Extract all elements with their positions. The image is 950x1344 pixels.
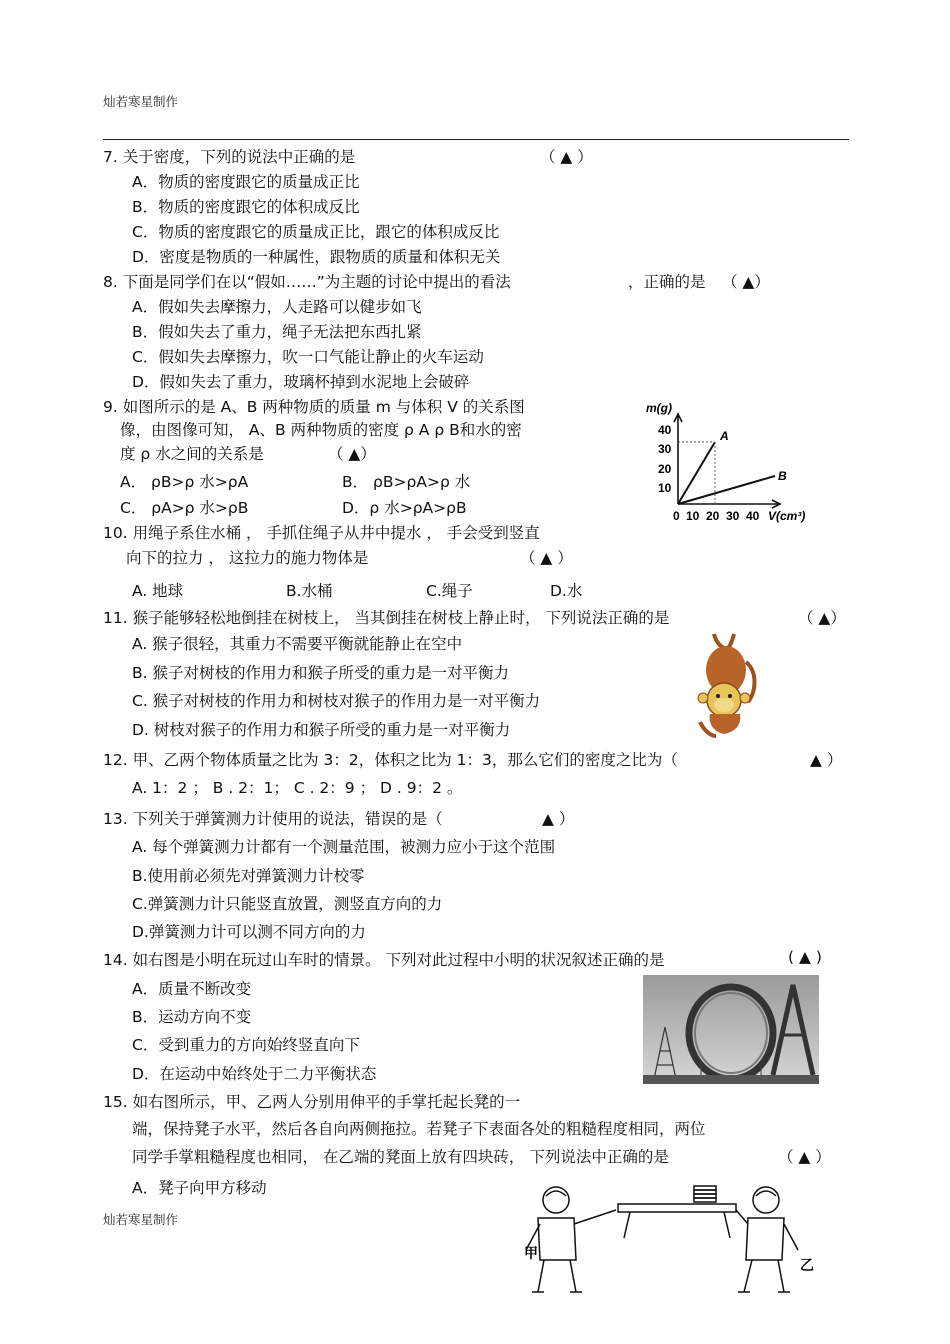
graph-xlabel: V(cm³) — [768, 509, 806, 523]
q9-option-c: C． ρA>ρ 水>ρB — [120, 499, 249, 517]
q10-option-b: B.水桶 — [286, 582, 333, 600]
graph-ylabel: m(g) — [646, 401, 672, 415]
person-jia-label: 甲 — [524, 1245, 538, 1261]
q11-option-a: A. 猴子很轻，其重力不需要平衡就能静止在空中 — [132, 635, 463, 653]
q15-option-a: A．凳子向甲方移动 — [132, 1179, 267, 1197]
q11-answer-mark: （ ▲） — [798, 609, 846, 627]
q12-options: A. 1：2 ； B . 2：1； C . 2：9 ； D . 9：2 。 — [132, 779, 463, 797]
q8-stem: 8. 下面是同学们在以“假如……”为主题的讨论中提出的看法 — [103, 273, 511, 291]
q10-option-d: D.水 — [550, 582, 583, 600]
q12-stem: 12. 甲、乙两个物体质量之比为 3：2，体积之比为 1：3，那么它们的密度之比为（ — [103, 751, 678, 769]
q7-option-c: C．物质的密度跟它的质量成正比，跟它的体积成反比 — [132, 223, 500, 241]
q15-line2: 端，保持凳子水平，然后各自向两侧拖拉。若凳子下表面各处的粗糙程度相同，两位 — [132, 1120, 706, 1138]
graph-ytick-10: 10 — [658, 481, 672, 495]
graph-label-b: B — [778, 469, 787, 483]
q11-stem: 11. 猴子能够轻松地倒挂在树枝上， 当其倒挂在树枝上静止时， 下列说法正确的是 — [103, 609, 670, 627]
q10-answer-mark: （ ▲ ） — [520, 549, 573, 567]
q13-option-c: C.弹簧测力计只能竖直放置，测竖直方向的力 — [132, 895, 443, 913]
header-rule — [103, 139, 849, 140]
graph-xtick-20: 20 — [706, 509, 720, 523]
monkey-illustration — [690, 632, 762, 740]
q12-answer-mark: ▲ ） — [810, 751, 843, 769]
q13-option-a: A. 每个弹簧测力计都有一个测量范围，被测力应小于这个范围 — [132, 838, 556, 856]
graph-label-a: A — [720, 429, 729, 443]
q10-line2: 向下的拉力 ， 这拉力的施力物体是 — [126, 549, 369, 567]
q9-line1: 9. 如图所示的是 A、B 两种物质的质量 m 与体积 V 的关系图 — [103, 398, 525, 416]
mass-volume-graph — [640, 398, 815, 530]
q11-option-b: B. 猴子对树枝的作用力和猴子所受的重力是一对平衡力 — [132, 664, 509, 682]
q10-option-c: C.绳子 — [426, 582, 473, 600]
q9-line2: 像，由图像可知， A、B 两种物质的密度 ρ A ρ B和水的密 — [120, 421, 522, 439]
q8-option-c: C．假如失去摩擦力，吹一口气能让静止的火车运动 — [132, 348, 484, 366]
page-header: 灿若寒星制作 — [103, 94, 179, 109]
q15-line3: 同学手掌粗糙程度也相同， 在乙端的凳面上放有四块砖， 下列说法中正确的是 — [132, 1148, 669, 1166]
q11-option-d: D. 树枝对猴子的作用力和猴子所受的重力是一对平衡力 — [132, 721, 511, 739]
q7-answer-mark: （ ▲ ） — [540, 148, 593, 166]
q10-option-a: A. 地球 — [132, 582, 184, 600]
q14-option-a: A．质量不断改变 — [132, 980, 252, 998]
graph-xtick-0: 0 — [673, 509, 680, 523]
q13-option-d: D.弹簧测力计可以测不同方向的力 — [132, 923, 366, 941]
q8-stem-end: ，正确的是 — [628, 273, 706, 291]
q15-answer-mark: （ ▲ ） — [778, 1148, 831, 1166]
graph-xtick-30: 30 — [726, 509, 740, 523]
q13-option-b: B.使用前必须先对弹簧测力计校零 — [132, 867, 365, 885]
q9-answer-mark: （ ▲） — [328, 445, 376, 463]
q9-option-b: B． ρB>ρA>ρ 水 — [342, 473, 471, 491]
q9-option-a: A． ρB>ρ 水>ρA — [120, 473, 249, 491]
bench-pull-illustration — [518, 1180, 838, 1300]
graph-ytick-40: 40 — [658, 423, 672, 437]
graph-ytick-30: 30 — [658, 442, 672, 456]
q8-option-d: D．假如失去了重力，玻璃杯掉到水泥地上会破碎 — [132, 373, 470, 391]
q14-option-c: C．受到重力的方向始终竖直向下 — [132, 1036, 360, 1054]
q7-option-b: B．物质的密度跟它的体积成反比 — [132, 198, 360, 216]
q15-line1: 15. 如右图所示，甲、乙两人分别用伸平的手掌托起长凳的一 — [103, 1093, 521, 1111]
q7-option-d: D．密度是物质的一种属性，跟物质的质量和体积无关 — [132, 248, 501, 266]
q14-answer-mark: ( ▲ ) — [788, 948, 822, 966]
graph-xtick-40: 40 — [746, 509, 760, 523]
q13-answer-mark: ▲ ） — [542, 810, 575, 828]
q8-answer-mark: （ ▲） — [722, 273, 770, 291]
q10-line1: 10. 用绳子系住水桶 ， 手抓住绳子从井中提水 ， 手会受到竖直 — [103, 524, 540, 542]
graph-ytick-20: 20 — [658, 462, 672, 476]
q8-option-b: B．假如失去了重力，绳子无法把东西扎紧 — [132, 323, 422, 341]
page-footer: 灿若寒星制作 — [103, 1212, 179, 1227]
q9-line3: 度 ρ 水之间的关系是 — [120, 445, 264, 463]
graph-xtick-10: 10 — [686, 509, 700, 523]
q7-option-a: A．物质的密度跟它的质量成正比 — [132, 173, 360, 191]
q14-option-d: D．在运动中始终处于二力平衡状态 — [132, 1065, 377, 1083]
q13-stem: 13. 下列关于弹簧测力计使用的说法，错误的是（ — [103, 810, 443, 828]
q8-option-a: A．假如失去摩擦力，人走路可以健步如飞 — [132, 298, 422, 316]
q11-option-c: C. 猴子对树枝的作用力和树枝对猴子的作用力是一对平衡力 — [132, 692, 541, 710]
person-yi-label: 乙 — [800, 1257, 814, 1273]
roller-coaster-photo — [643, 975, 819, 1084]
q7-stem: 7. 关于密度，下列的说法中正确的是 — [103, 148, 356, 166]
q14-stem: 14. 如右图是小明在玩过山车时的情景。 下列对此过程中小明的状况叙述正确的是 — [103, 951, 665, 969]
q14-option-b: B．运动方向不变 — [132, 1008, 252, 1026]
q9-option-d: D．ρ 水>ρA>ρB — [342, 499, 467, 517]
